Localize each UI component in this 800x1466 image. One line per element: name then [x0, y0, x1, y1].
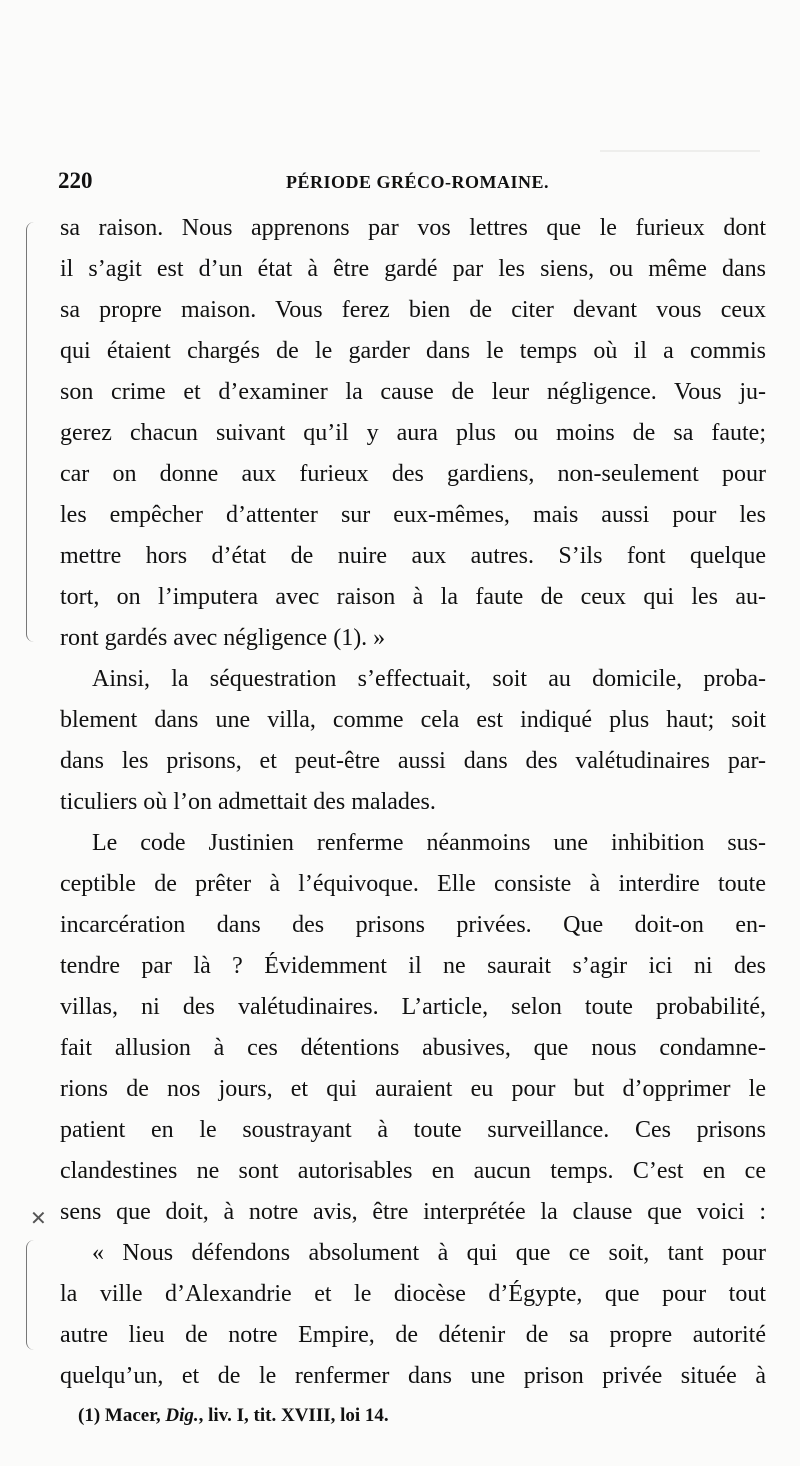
text-line: autre lieu de notre Empire, de détenir de sa propre autorité: [60, 1322, 766, 1348]
text-line: ticuliers où l’on admettait des malades.: [60, 789, 436, 815]
text-line: incarcération dans des prisons privées. Que doit-on en-: [60, 912, 766, 938]
quote-start: « Nous défendons absolument à qui que ce soit, tant pour: [92, 1240, 766, 1266]
page-number: 220: [58, 168, 93, 193]
text-line: mettre hors d’état de nuire aux autres. S’ils font quelque: [60, 543, 766, 569]
footnote-marker: (1) Macer,: [78, 1405, 166, 1426]
running-title: PÉRIODE GRÉCO-ROMAINE.: [286, 172, 550, 192]
body-text: [60, 208, 766, 1397]
text-line: sens que doit, à notre avis, être interprétée la clause que voici :: [60, 1199, 766, 1225]
text-line: sa propre maison. Vous ferez bien de citer devant vous ceux: [60, 297, 766, 323]
text-line: qui étaient chargés de le garder dans le temps où il a commis: [60, 338, 766, 364]
text-line: son crime et d’examiner la cause de leur négligence. Vous ju-: [60, 379, 766, 405]
page-header: [58, 168, 768, 200]
text-line: quelqu’un, et de le renfermer dans une prison privée située à: [60, 1363, 766, 1389]
text-line: tendre par là ? Évidemment il ne saurait s’agir ici ni des: [60, 953, 766, 979]
margin-bracket-bottom: [26, 1240, 39, 1350]
margin-cross-mark: ✕: [30, 1206, 47, 1230]
margin-bracket-top: [26, 222, 39, 642]
text-line: blement dans une villa, comme cela est indiqué plus haut; soit: [60, 707, 766, 733]
text-line: ceptible de prêter à l’équivoque. Elle consiste à interdire toute: [60, 871, 766, 897]
footnote-reference: , liv. I, tit. XVIII, loi 14.: [198, 1405, 389, 1426]
text-line: il s’agit est d’un état à être gardé par les siens, ou même dans: [60, 256, 766, 282]
text-line: gerez chacun suivant qu’il y aura plus ou moins de sa faute;: [60, 420, 766, 446]
text-line: clandestines ne sont autorisables en aucun temps. C’est en ce: [60, 1158, 766, 1184]
text-line: tort, on l’imputera avec raison à la faute de ceux qui les au-: [60, 584, 766, 610]
text-line: rions de nos jours, et qui auraient eu pour but d’opprimer le: [60, 1076, 766, 1102]
text-line: fait allusion à ces détentions abusives, que nous condamne-: [60, 1035, 766, 1061]
text-line: sa raison. Nous apprenons par vos lettres que le furieux dont: [60, 215, 766, 241]
footnote-source: Dig.: [165, 1405, 199, 1426]
paragraph-start: Le code Justinien renferme néanmoins une inhibition sus-: [92, 830, 766, 856]
text-line: villas, ni des valétudinaires. L’article, selon toute probabilité,: [60, 994, 766, 1020]
text-line: les empêcher d’attenter sur eux-mêmes, mais aussi pour les: [60, 502, 766, 528]
footnote: [78, 1405, 389, 1427]
paragraph-start: Ainsi, la séquestration s’effectuait, soit au domicile, proba-: [92, 666, 766, 692]
text-line: patient en le soustrayant à toute surveillance. Ces prisons: [60, 1117, 766, 1143]
text-line: dans les prisons, et peut-être aussi dans des valétudinaires par-: [60, 748, 766, 774]
text-line: la ville d’Alexandrie et le diocèse d’Égypte, que pour tout: [60, 1281, 766, 1307]
text-line: car on donne aux furieux des gardiens, non-seulement pour: [60, 461, 766, 487]
text-line: ront gardés avec négligence (1). »: [60, 625, 386, 651]
